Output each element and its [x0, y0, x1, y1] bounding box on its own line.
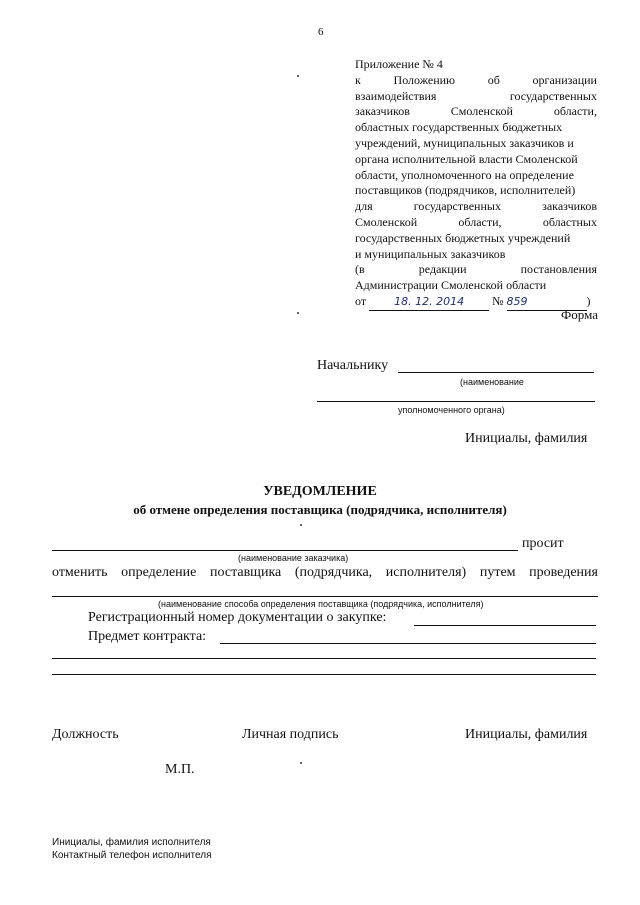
stamp-label: М.П. — [165, 762, 195, 777]
method-line[interactable] — [52, 596, 598, 597]
date-prefix: от — [355, 293, 367, 308]
cancel-word: определение — [121, 565, 197, 580]
appendix-block — [355, 57, 597, 310]
appendix-word: к — [355, 72, 361, 87]
addressee-caption-2: уполномоченного органа) — [398, 405, 505, 415]
appendix-word: области, — [458, 214, 502, 229]
appendix-word: заказчиков — [542, 199, 597, 214]
appendix-word: учреждений, муниципальных заказчиков и — [355, 135, 574, 150]
appendix-word: области, уполномоченного на определение — [355, 167, 574, 182]
appendix-word: для — [355, 199, 373, 214]
addressee-label: Начальнику — [317, 358, 389, 373]
scan-dot — [300, 762, 302, 764]
appendix-text — [355, 73, 597, 294]
appendix-line — [355, 183, 597, 199]
appendix-word: Положению — [393, 72, 456, 87]
appendix-word: (в — [355, 262, 365, 277]
appendix-word: государственных — [413, 199, 501, 214]
appendix-word: взаимодействия — [355, 88, 437, 103]
scan-dot — [297, 312, 299, 314]
date-value: 18. 12. 2014 — [369, 294, 489, 311]
addressee-caption-1: (наименование — [460, 377, 524, 387]
appendix-word: государственных бюджетных учреждений — [355, 230, 571, 245]
executor-label: Инициалы, фамилия исполнителя — [52, 837, 211, 848]
document-title: УВЕДОМЛЕНИЕ — [263, 484, 377, 499]
cancel-word: (подрядчика, — [294, 565, 373, 580]
appendix-line — [355, 104, 597, 120]
appendix-word: поставщиков (подрядчиков, исполнителей) — [355, 183, 576, 198]
appendix-word: областных — [542, 214, 597, 229]
reg-number-label: Регистрационный номер документации о закупке: — [88, 610, 387, 625]
appendix-word: об — [487, 72, 500, 87]
position-label: Должность — [52, 727, 119, 742]
requests-word: просит — [522, 536, 564, 551]
addressee-line-2[interactable] — [317, 401, 595, 402]
footer — [52, 836, 212, 862]
appendix-title: Приложение № 4 — [355, 57, 443, 71]
addressee-line[interactable] — [398, 372, 594, 373]
document-subtitle: об отмене определения поставщика (подрядчика, исполнителя) — [133, 502, 507, 517]
number-value: 859 — [507, 294, 587, 311]
appendix-word: государственных — [509, 88, 597, 103]
method-caption: (наименование способа определения поставщика (подрядчика, исполнителя) — [158, 599, 484, 609]
appendix-line — [355, 231, 597, 247]
appendix-line — [355, 136, 597, 152]
appendix-line — [355, 168, 597, 184]
phone-label: Контактный телефон исполнителя — [52, 850, 212, 861]
appendix-word: Администрации Смоленской области — [355, 278, 547, 293]
appendix-line — [355, 89, 597, 105]
subject-line-2[interactable] — [52, 658, 596, 659]
cancel-word: исполнителя) — [385, 565, 467, 580]
cancel-word: проведения — [529, 565, 598, 580]
cancel-word: поставщика — [210, 565, 282, 580]
appendix-word: органа исполнительной власти Смоленской — [355, 151, 578, 166]
cancel-word: отменить — [52, 565, 108, 580]
initials-label: Инициалы, фамилия — [465, 727, 588, 742]
addressee-initials: Инициалы, фамилия — [465, 431, 588, 446]
appendix-word: постановления — [520, 262, 597, 277]
reg-number-field[interactable] — [414, 625, 596, 626]
number-prefix: № — [492, 293, 504, 308]
appendix-line — [355, 262, 597, 278]
appendix-word: организации — [532, 72, 597, 87]
cancel-text — [52, 565, 598, 581]
appendix-line — [355, 152, 597, 168]
page-number: 6 — [318, 26, 324, 38]
signature-label: Личная подпись — [242, 727, 339, 742]
appendix-word: областных государственных бюджетных — [355, 120, 563, 135]
appendix-line — [355, 247, 597, 263]
customer-line[interactable] — [52, 550, 518, 551]
appendix-line — [355, 73, 597, 89]
appendix-word: редакции — [418, 262, 467, 277]
appendix-word: Смоленской — [355, 214, 418, 229]
subject-field[interactable] — [220, 643, 596, 644]
scan-dot — [297, 75, 299, 77]
appendix-word: области, — [553, 104, 597, 119]
scan-dot — [300, 524, 302, 526]
form-label: Форма — [561, 307, 598, 322]
appendix-word: и муниципальных заказчиков — [355, 246, 506, 261]
subject-label: Предмет контракта: — [88, 629, 207, 644]
cancel-word: путем — [479, 565, 516, 580]
appendix-line — [355, 199, 597, 215]
appendix-word: Смоленской — [450, 104, 513, 119]
appendix-line — [355, 120, 597, 136]
close-paren: ) — [586, 293, 591, 308]
appendix-word: заказчиков — [355, 104, 410, 119]
customer-caption: (наименование заказчика) — [238, 553, 349, 563]
appendix-line — [355, 215, 597, 231]
appendix-line — [355, 278, 597, 294]
subject-line-3[interactable] — [52, 674, 596, 675]
